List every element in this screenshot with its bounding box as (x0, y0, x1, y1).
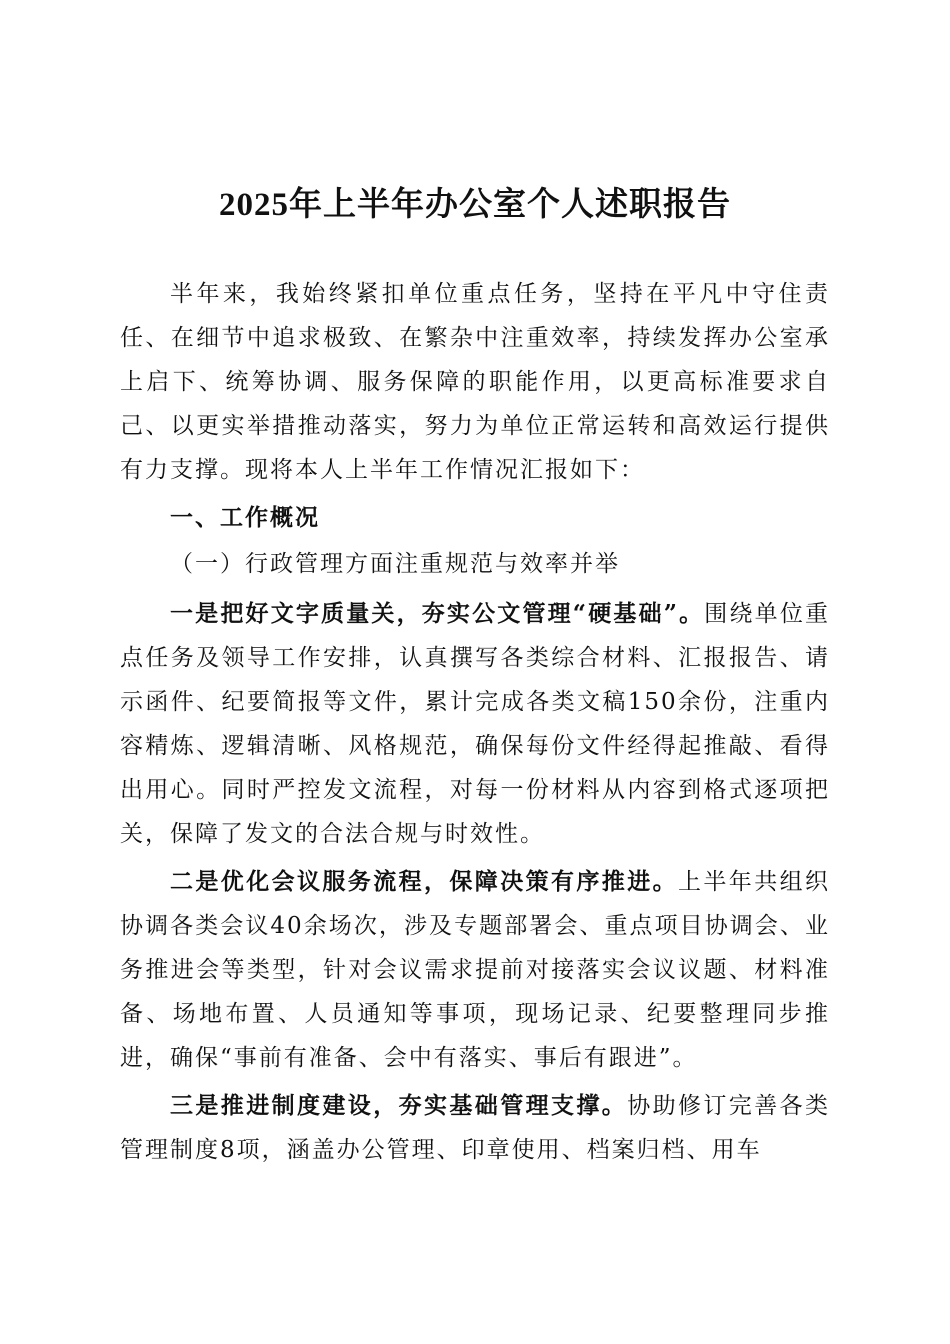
document-body (120, 272, 830, 1176)
item-paragraph (120, 860, 830, 1080)
item-paragraph (120, 1084, 830, 1172)
intro-paragraph: 半年来，我始终紧扣单位重点任务，坚持在平凡中守住责任、在细节中追求极致、在繁杂中注重效率，持续发挥办公室承上启下、统筹协调、服务保障的职能作用，以更高标准要求自己、以更实举措推动落实，努力为单位正常运转和高效运行提供有力支撑。现将本人上半年工作情况汇报如下： (120, 281, 830, 483)
item-lead: 三是推进制度建设，夯实基础管理支撑。 (170, 1092, 628, 1119)
section-heading: 一、工作概况 (170, 504, 320, 531)
item-text: 协助修订完善各类管理制度8项，涵盖办公管理、印章使用、档案归档、用车 (120, 1093, 831, 1163)
item-text: 围绕单位重点任务及领导工作安排，认真撰写各类综合材料、汇报报告、请示函件、纪要简报等文件，累计完成各类文稿150余份，注重内容精炼、逻辑清晰、风格规范，确保每份文件经得起推敲、看得出用心。同时严控发文流程，对每一份材料从内容到格式逐项把关，保障了发文的合法合规与时效性。 (120, 601, 830, 847)
item-lead: 一是把好文字质量关，夯实公文管理“硬基础”。 (170, 600, 705, 627)
item-text: 上半年共组织协调各类会议40余场次，涉及专题部署会、重点项目协调会、业务推进会等类型，针对会议需求提前对接落实会议议题、材料准备、场地布置、人员通知等事项，现场记录、纪要整理同步推进，确保“事前有准备、会中有落实、事后有跟进”。 (120, 869, 831, 1071)
document-title: 2025年上半年办公室个人述职报告 (219, 187, 731, 223)
item-paragraph (120, 592, 830, 856)
subsection-heading: （一）行政管理方面注重规范与效率并举 (170, 551, 620, 577)
item-lead: 二是优化会议服务流程，保障决策有序推进。 (170, 868, 678, 895)
